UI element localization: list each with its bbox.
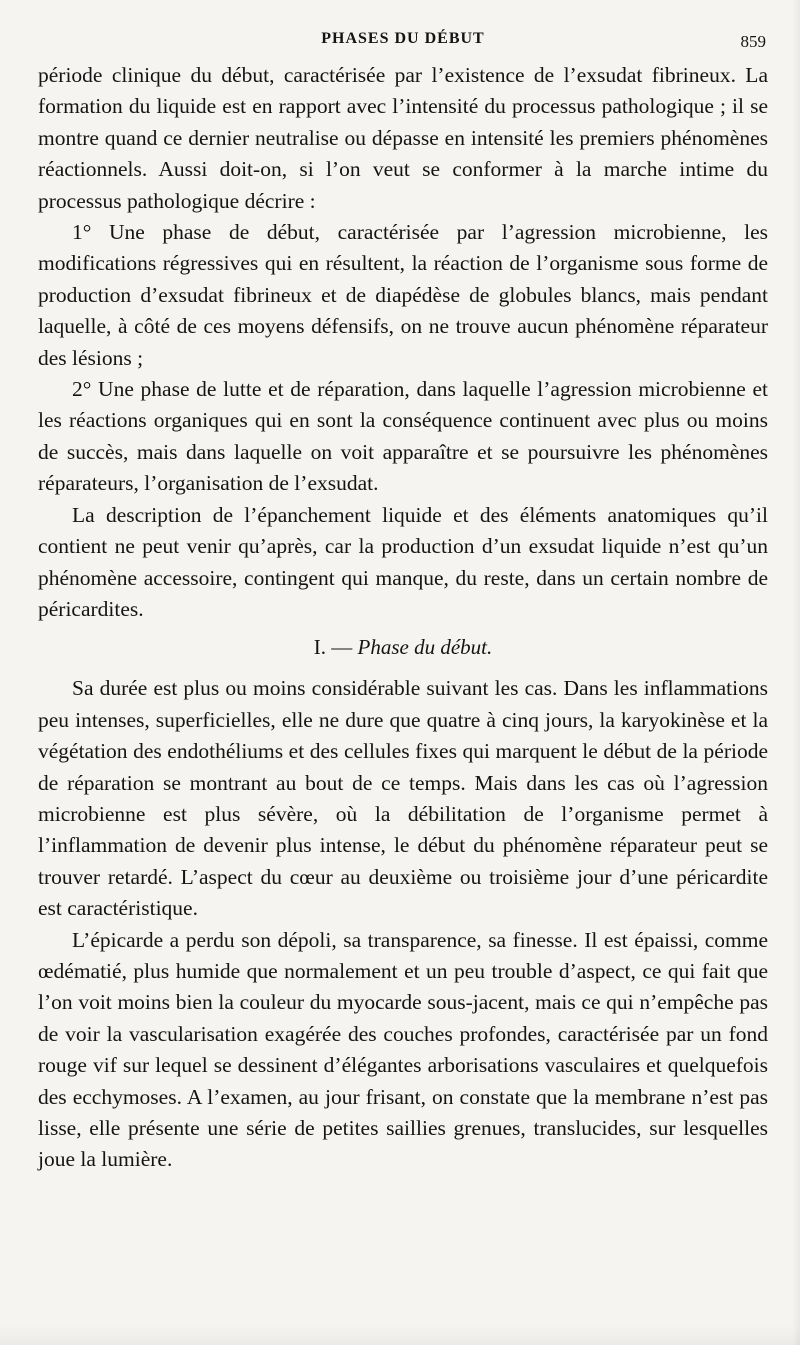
paragraph-phase-one: 1° Une phase de début, caractérisée par l’agression microbienne, les modifications régressives qui en résultent, la réaction de l’organisme sous forme de production d’exsudat fibrineux et de diapédèse de globules blancs, mais pendant laquelle, à côté de ces moyens défensifs, on ne trouve aucun phénomène réparateur des lésions ; bbox=[38, 220, 768, 370]
section-heading bbox=[38, 632, 768, 662]
body-text bbox=[38, 60, 768, 1176]
paragraph-continuation: période clinique du début, caractérisée par l’existence de l’exsudat fibrineux. La formation du liquide est en rapport avec l’intensité du processus pathologique ; il se montre quand ce dernier neutralise ou dépasse en intensité les premiers phénomènes réactionnels. Aussi doit-on, si l’on veut se conformer à la marche intime du processus pathologique décrire : bbox=[38, 63, 768, 213]
running-header bbox=[38, 28, 768, 54]
paragraph-effusion: La description de l’épanchement liquide et des éléments anatomiques qu’il contient ne peut venir qu’après, car la production d’un exsudat liquide n’est qu’un phénomène accessoire, contingent qui manque, du reste, dans un certain nombre de péricardites. bbox=[38, 502, 768, 621]
scan-bottom-shadow bbox=[0, 1325, 800, 1345]
section-title: Phase du début. bbox=[357, 635, 493, 660]
paragraph-phase-two: 2° Une phase de lutte et de réparation, dans laquelle l’agression microbienne et les réactions organiques qui en sont la conséquence continuent avec plus ou moins de succès, mais dans laquelle on voit apparaître et se poursuivre les phénomènes réparateurs, l’organisation de l’exsudat. bbox=[38, 377, 768, 496]
paragraph-duration: Sa durée est plus ou moins considérable suivant les cas. Dans les inflammations peu intenses, superficielles, elle ne dure que quatre à cinq jours, la karyokinèse et la végétation des endothéliums et des cellules fixes qui marquent le début de la période de réparation se montrant au bout de ce temps. Mais dans les cas où l’agression microbienne est plus sévère, où la débilitation de l’organisme permet à l’inflammation de devenir plus intense, le début du phénomène réparateur peut se trouver retardé. L’aspect du cœur au deuxième ou troisième jour d’une péricardite est caractéristique. bbox=[38, 676, 768, 921]
scan-edge-shadow bbox=[792, 0, 800, 1345]
running-title: PHASES DU DÉBUT bbox=[321, 30, 485, 47]
paragraph-epicardium: L’épicarde a perdu son dépoli, sa transparence, sa finesse. Il est épaissi, comme œdématié, plus humide que normalement et un peu trouble d’aspect, ce qui fait que l’on voit moins bien la couleur du myocarde sous-jacent, mais ce qui n’empêche pas de voir la vascularisation exagérée des couches profondes, caractérisée par un fond rouge vif sur lequel se dessinent d’élégantes arborisations vasculaires et quelquefois des ecchymoses. A l’examen, au jour frisant, on constate que la membrane n’est pas lisse, elle présente une série de petites saillies grenues, translucides, sur lesquelles joue la lumière. bbox=[38, 927, 768, 1172]
page-number: 859 bbox=[740, 32, 766, 51]
section-number: I. — bbox=[313, 635, 358, 660]
